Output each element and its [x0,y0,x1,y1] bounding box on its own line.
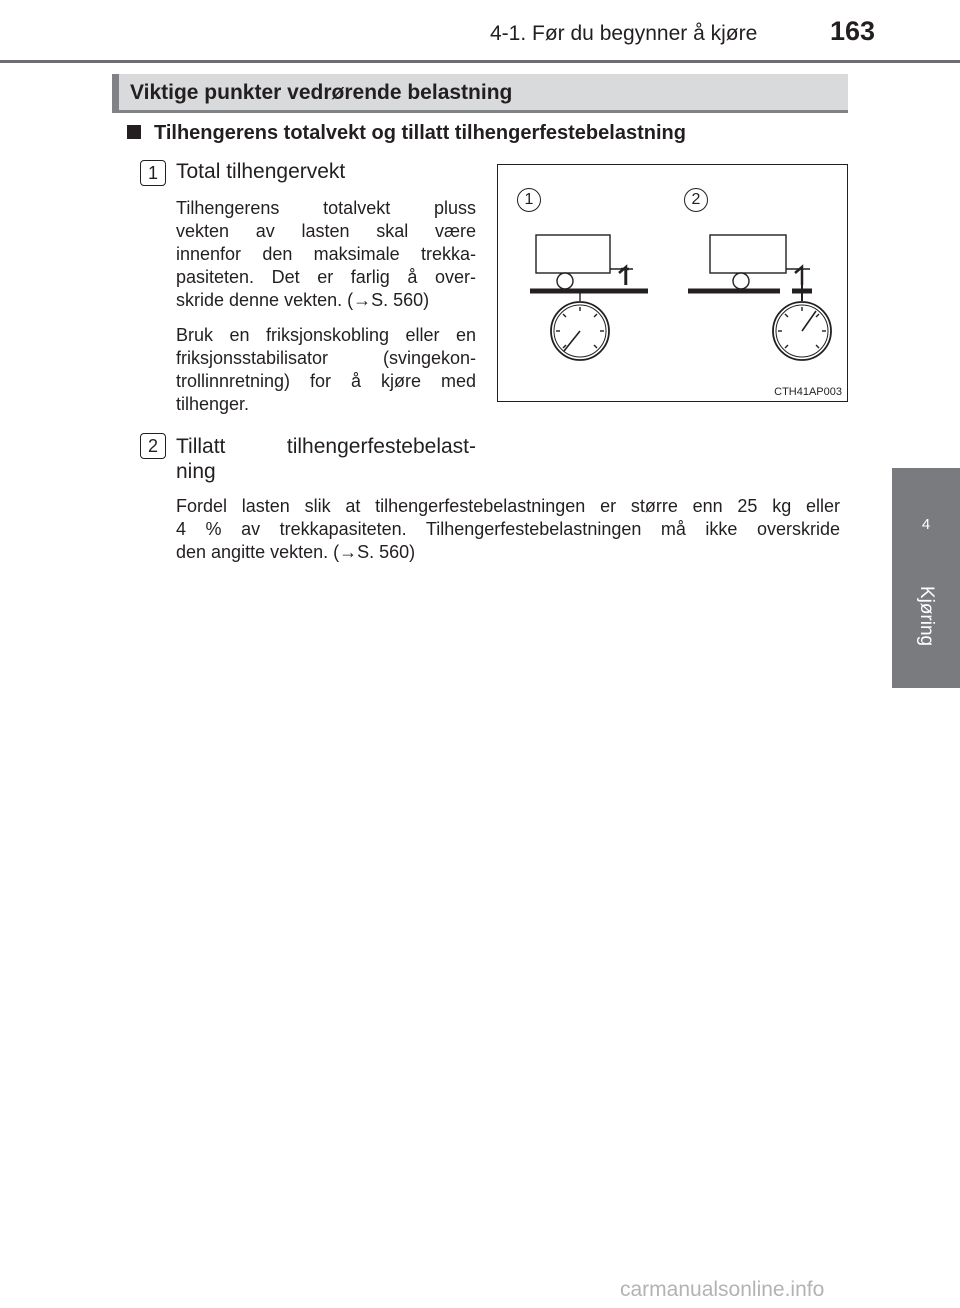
trailer-1-drawing [530,235,648,360]
chapter-number: 4 [921,516,931,533]
text-line: pasiteten. Det er farlig å over- [176,267,476,287]
text-line: Tilhengerens totalvekt pluss [176,198,476,218]
text-line: 4 % av trekkapasiteten. Tilhengerfestebelastningen må ikke overskride [176,519,840,539]
header-section-title: 4-1. Før du begynner å kjøre [490,22,758,45]
chapter-label: Kjøring [916,585,937,647]
trailer-weight-illustration [497,164,848,402]
item-2-paragraph [176,495,840,564]
text-line: skride denne vekten. (→S. 560) [176,290,430,310]
text-line: friksjonsstabilisator (svingekon- [176,348,476,368]
header-rule [0,60,960,63]
section-bar-accent [112,74,119,110]
figure-label-2: 2 [684,188,708,212]
item-1-badge: 1 [140,160,166,186]
item-1-paragraph-2 [176,324,476,416]
text-line: Fordel lasten slik at tilhengerfestebelastningen er større enn 25 kg eller [176,496,840,516]
text-line: den angitte vekten. (→S. 560) [176,542,416,562]
subsection-title: Tilhengerens totalvekt og tillatt tilhengerfestebelastning [154,122,686,144]
chapter-label-wrap [892,468,960,688]
item-2-title-line-1: Tillatt tilhengerfestebelast- [176,435,476,458]
text-line: vekten av lasten skal være [176,221,476,241]
chapter-side-tab [892,468,960,688]
text-line: Bruk en friksjonskobling eller en [176,325,476,345]
footer-watermark: carmanualsonline.info [620,1278,825,1301]
section-title: Viktige punkter vedrørende belastning [130,81,513,104]
trailer-scale-drawing [498,165,846,401]
page-number: 163 [830,16,876,46]
figure-label-1: 1 [517,188,541,212]
item-2-title-line-2: ning [176,460,216,483]
item-1-paragraph-1 [176,197,476,312]
section-heading-bar [112,74,848,113]
trailer-2-drawing [688,235,831,360]
text-line: innenfor den maksimale trekka- [176,244,476,264]
item-2-badge: 2 [140,433,166,459]
subsection-bullet-icon [127,125,141,139]
text-line: tilhenger. [176,394,250,414]
figure-code: CTH41AP003 [774,386,842,398]
item-1-title: Total tilhengervekt [176,160,346,183]
text-line: trollinnretning) for å kjøre med [176,371,476,391]
